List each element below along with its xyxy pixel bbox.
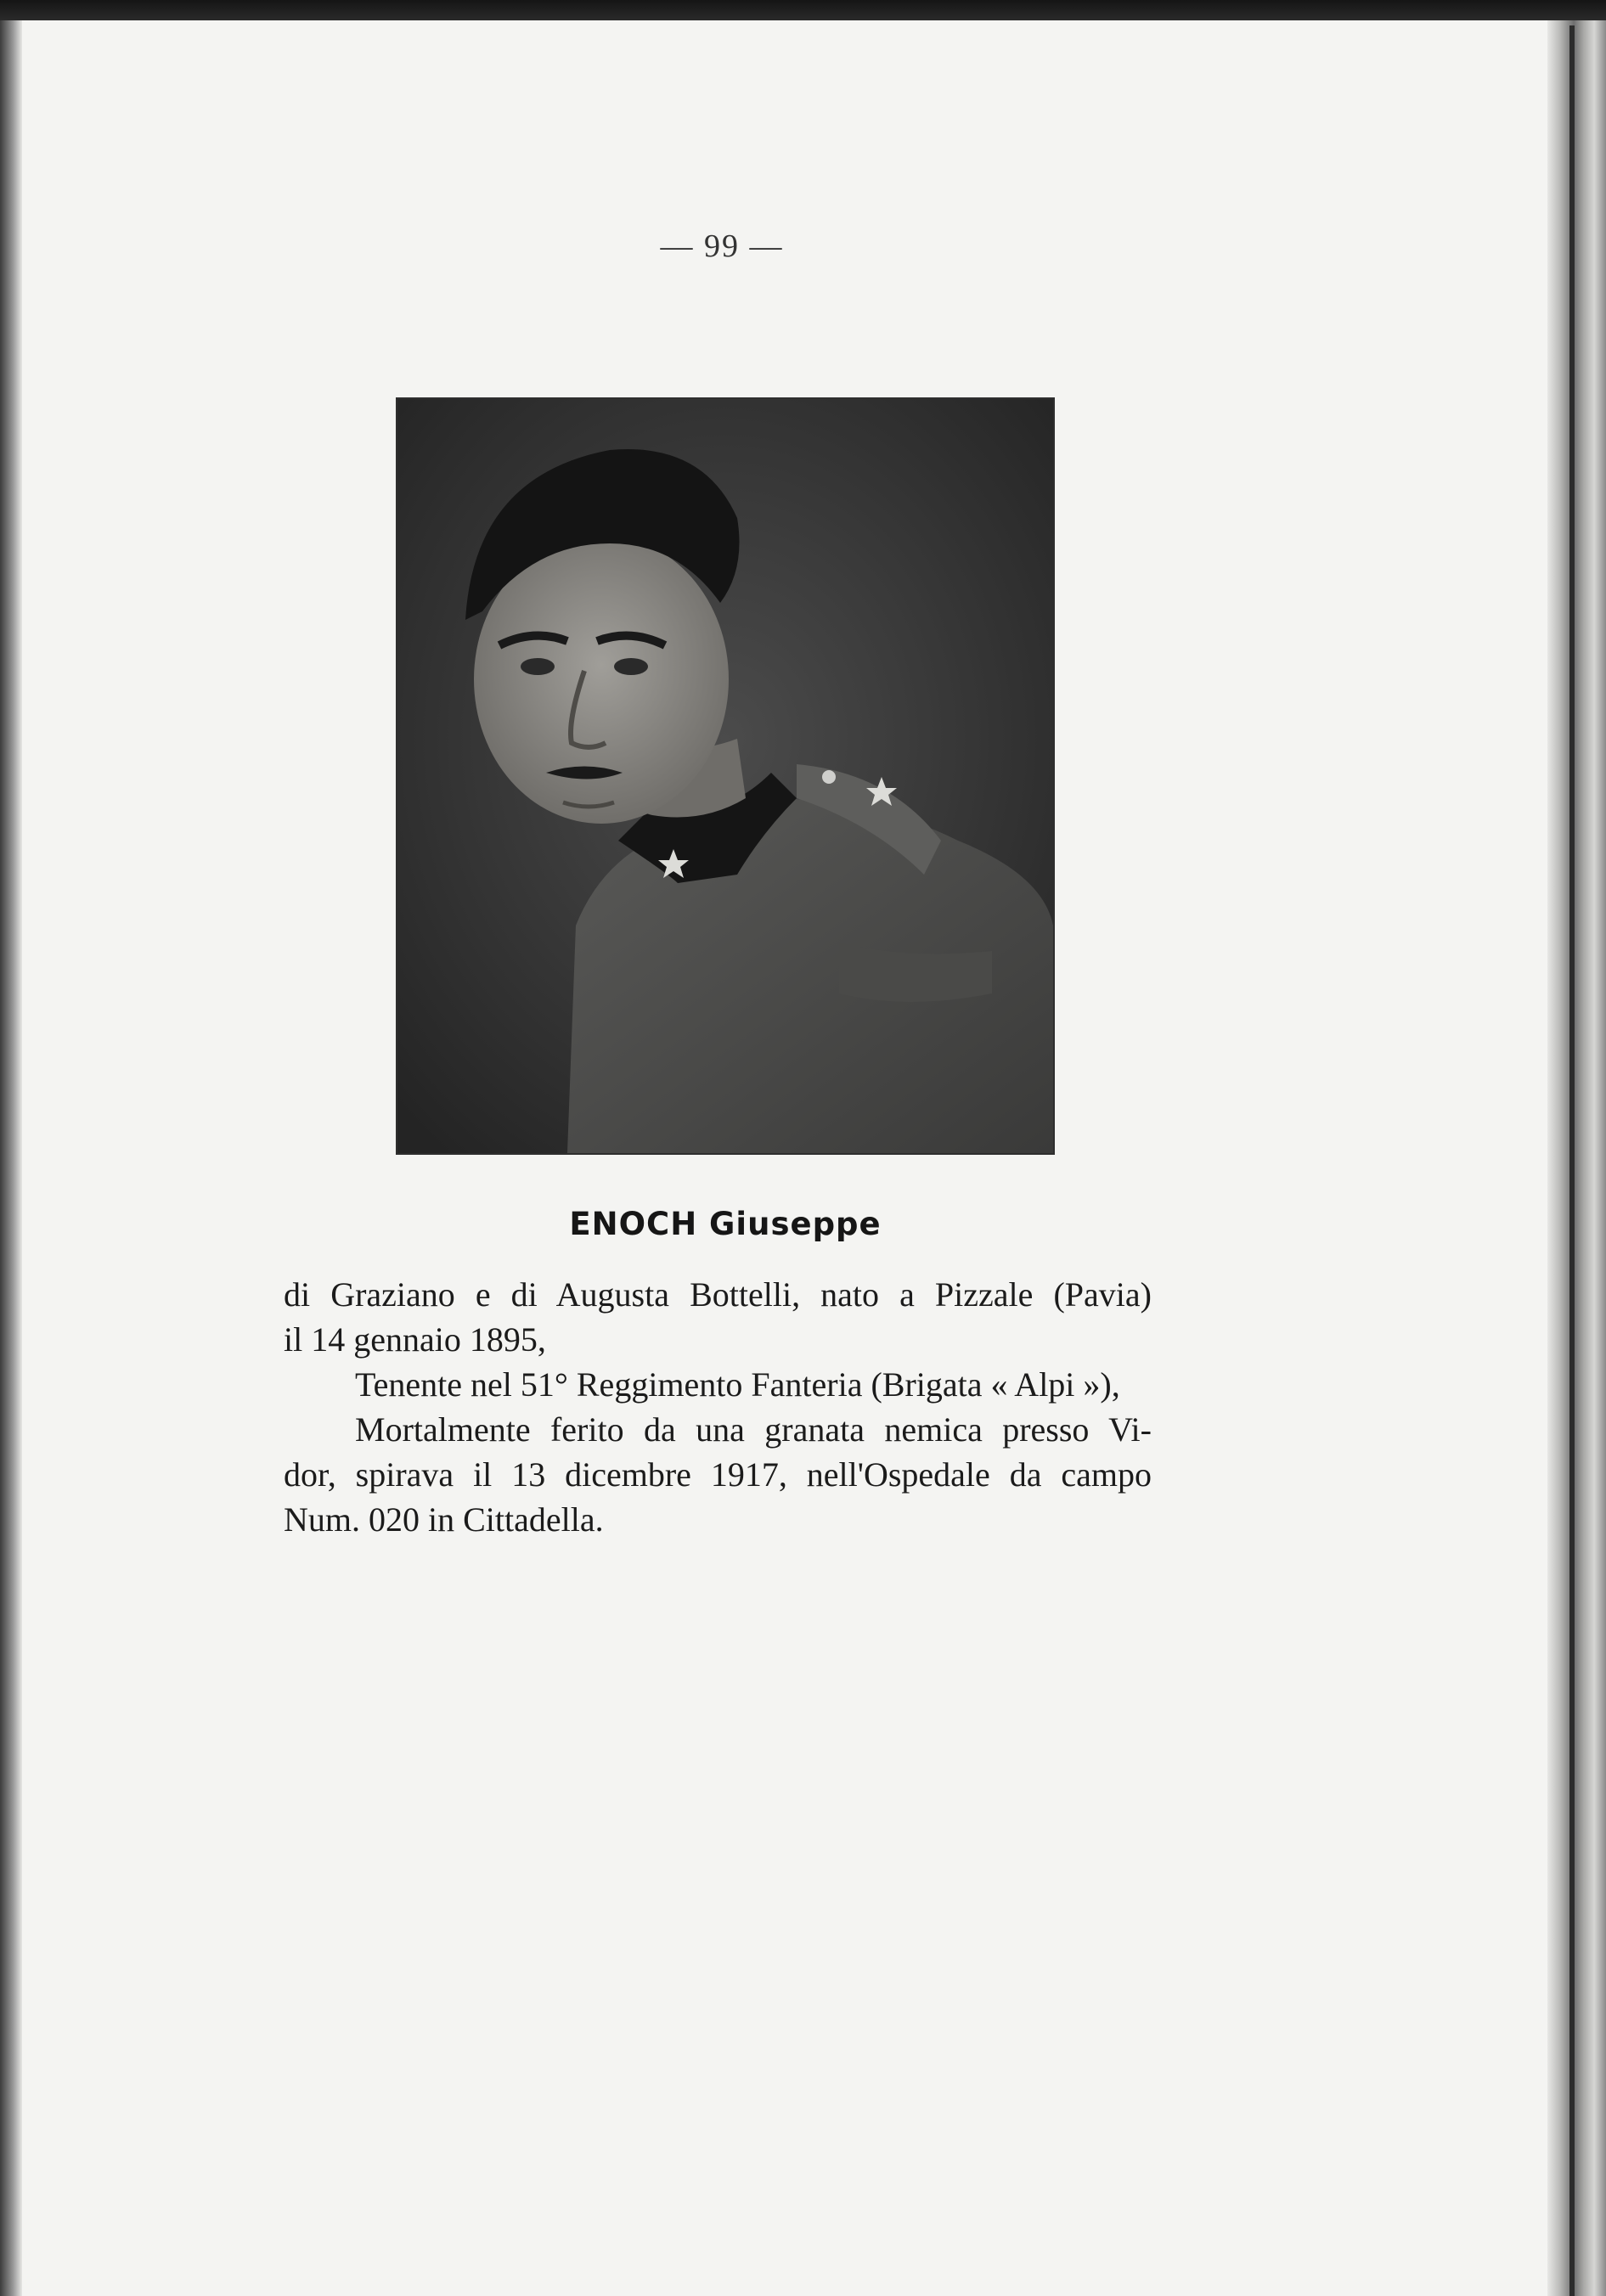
portrait-photo-icon (397, 399, 1053, 1153)
biography-line: dor, spirava il 13 dicembre 1917, nell'Ospedale da campo (284, 1455, 1152, 1494)
biography-line: di Graziano e di Augusta Bottelli, nato a Pizzale (Pavia) (284, 1275, 1152, 1314)
scan-top-border (0, 0, 1606, 20)
biography-text (284, 1272, 1152, 1542)
biography-line: Mortalmente ferito da una granata nemica presso Vi- (355, 1410, 1152, 1449)
biography-line: il 14 gennaio 1895, (284, 1320, 546, 1359)
book-spine-shadow (1569, 25, 1575, 2296)
biography-line: Num. 020 in Cittadella. (284, 1500, 604, 1539)
biography-line: Tenente nel 51° Reggimento Fanteria (Brigata « Alpi »), (355, 1365, 1120, 1404)
page-number: — 99 — (660, 228, 784, 264)
scan-left-border (0, 20, 22, 2296)
person-name-heading: ENOCH Giuseppe (569, 1206, 882, 1242)
portrait-photo (397, 399, 1053, 1153)
book-page-edges (1547, 20, 1606, 2296)
